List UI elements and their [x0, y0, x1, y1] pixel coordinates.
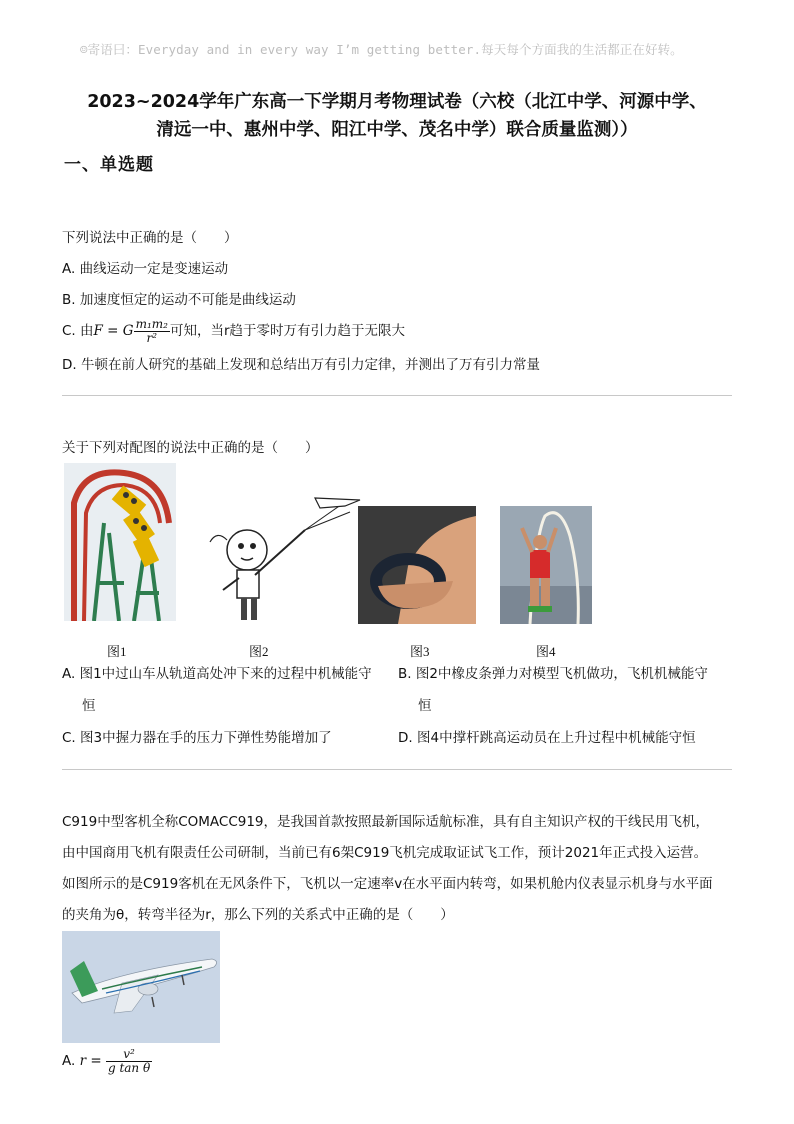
figure-1-caption: 图1: [107, 644, 127, 659]
q3-stem-line-4: 的夹角为θ，转弯半径为r，那么下列的关系式中正确的是（ ）: [62, 907, 454, 923]
q3-option-a-fraction: [106, 1048, 152, 1075]
q2-option-b: [398, 664, 728, 716]
q2-option-a-line-1: A. 图1中过山车从轨道高处冲下来的过程中机械能守: [62, 666, 372, 682]
figure-3-caption: 图3: [410, 644, 430, 659]
divider-2: [62, 769, 732, 770]
q1-option-c: [62, 316, 405, 346]
paper-title: [40, 88, 754, 144]
figure-1-roller-coaster: [64, 463, 176, 621]
title-line-1: 2023~2024学年广东高一下学期月考物理试卷（六校（北江中学、河源中学、: [87, 92, 707, 112]
q3-option-a-denominator: g tan θ: [107, 1060, 151, 1075]
q1-option-c-prefix: C. 由: [62, 323, 94, 339]
q1-formula-lhs: F = G: [93, 323, 134, 339]
q3-stem-line-1: C919中型客机全称COMACC919，是我国首款按照最新国际适航标准，具有自主知识产权的干线民用飞机，: [62, 814, 710, 830]
q1-option-a: A. 曲线运动一定是变速运动: [62, 261, 229, 277]
q1-formula-numerator: m₁m₂: [135, 316, 168, 331]
title-line-2: 清远一中、惠州中学、阳江中学、茂名中学）联合质量监测））: [156, 120, 638, 140]
q2-option-b-line-2: 恒: [418, 698, 432, 714]
q3-stem-line-3: 如图所示的是C919客机在无风条件下，飞机以一定速率v在水平面内转弯，如果机舱内仪表显示机身与水平面: [62, 876, 713, 892]
q3-option-a-numerator: v²: [106, 1048, 152, 1062]
q2-option-a-line-2: 恒: [82, 698, 96, 714]
figure-4-caption: 图4: [536, 644, 556, 659]
q2-option-b-line-1: B. 图2中橡皮条弹力对模型飞机做功，飞机机械能守: [398, 666, 708, 682]
section-heading: 一、单选题: [64, 155, 154, 175]
q2-option-d: D. 图4中撑杆跳高运动员在上升过程中机械能守恒: [398, 730, 696, 746]
q1-formula-fraction: [134, 318, 170, 345]
q1-option-b: B. 加速度恒定的运动不可能是曲线运动: [62, 292, 296, 308]
q1-stem: 下列说法中正确的是（ ）: [62, 230, 238, 246]
figure-3-hand-grip: [358, 506, 476, 624]
q2-stem: 关于下列对配图的说法中正确的是（ ）: [62, 440, 319, 456]
figure-4-pole-vault: [500, 506, 592, 624]
q3-option-a-lhs: r =: [79, 1053, 102, 1069]
q3-option-a: [62, 1044, 152, 1078]
figure-2-caption: 图2: [249, 644, 269, 659]
figure-2-model-plane-cartoon: [205, 490, 365, 625]
q2-option-c: C. 图3中握力器在手的压力下弹性势能增加了: [62, 730, 332, 746]
q2-option-a: [62, 664, 392, 716]
divider-1: [62, 395, 732, 396]
q3-stem-line-2: 由中国商用飞机有限责任公司研制，当前已有6架C919飞机完成取证试飞工作，预计2021年正式投入运营。: [62, 845, 708, 861]
q1-option-d: D. 牛顿在前人研究的基础上发现和总结出万有引力定律，并测出了万有引力常量: [62, 357, 540, 373]
figure-c919-aircraft: [62, 931, 220, 1043]
q1-option-c-suffix: 可知，当r趋于零时万有引力趋于无限大: [169, 323, 406, 339]
motto-header: ☺寄语曰：Everyday and in every way I’m getting better.每天每个方面我的生活都正在好转。: [80, 42, 683, 57]
q1-formula-denominator: r²: [146, 330, 158, 345]
q3-option-a-label: A.: [62, 1053, 76, 1069]
